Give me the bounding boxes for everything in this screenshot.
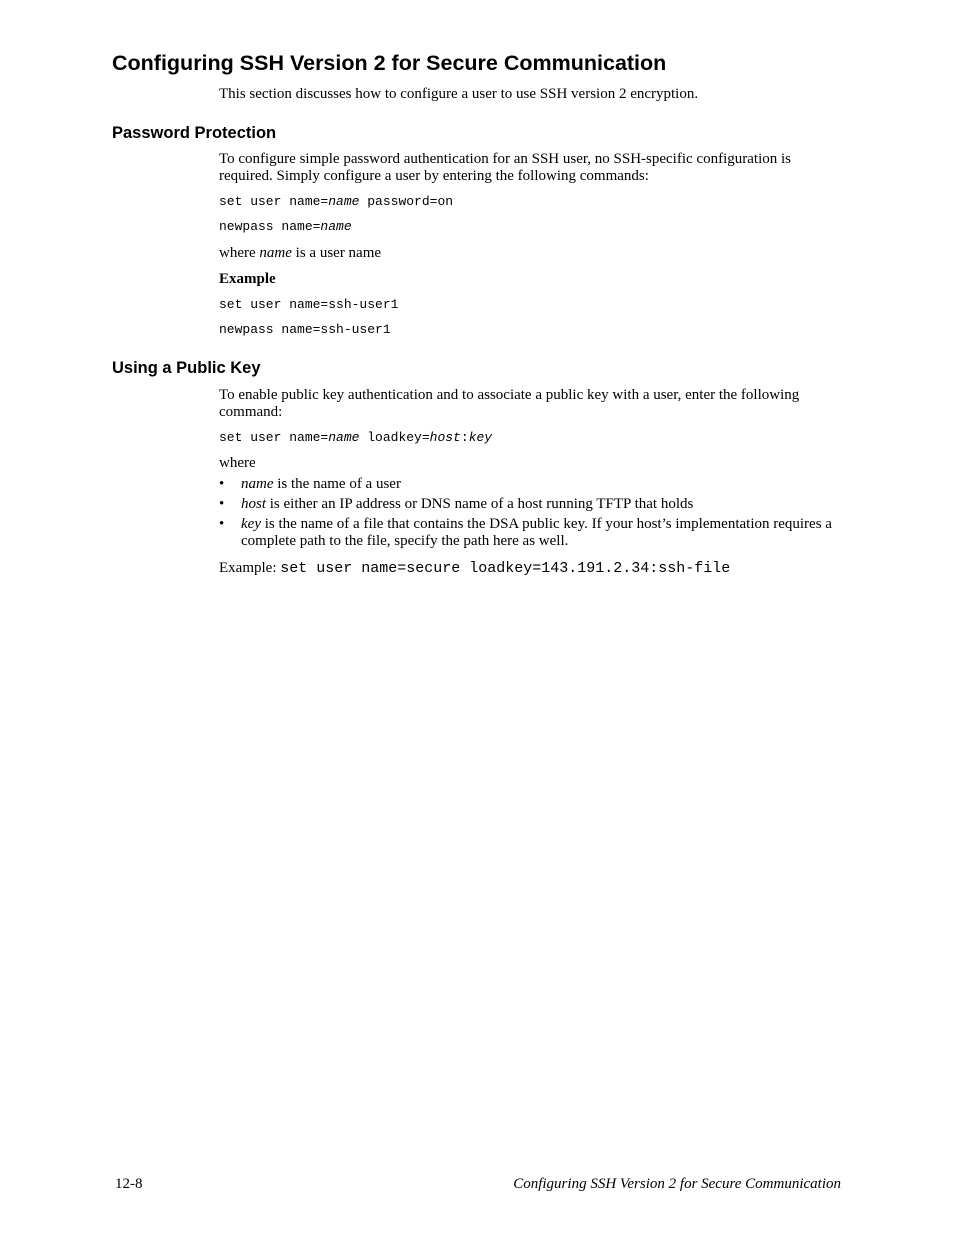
- command-text: password=on: [359, 194, 454, 209]
- bullet-symbol: •: [219, 516, 225, 532]
- page-title: Configuring SSH Version 2 for Secure Communication: [112, 51, 667, 75]
- example-prefix: Example:: [219, 560, 281, 576]
- example-command-newpass: newpass name=ssh-user1: [219, 322, 391, 337]
- bullet-item-host: [219, 496, 844, 513]
- command-newpass: [219, 218, 352, 235]
- section-heading-public-key: Using a Public Key: [112, 359, 261, 377]
- where-label: where: [219, 455, 256, 471]
- command-argument: host: [429, 430, 461, 445]
- text: is a user name: [291, 245, 382, 261]
- text: where: [219, 245, 260, 261]
- loadkey-example: [219, 560, 844, 577]
- text: is either an IP address or DNS name of a host running TFTP that holds: [266, 496, 694, 512]
- publickey-body-paragraph: To enable public key authentication and to associate a public key with a user, enter the following command:: [219, 387, 800, 420]
- term: name: [259, 245, 292, 261]
- bullet-symbol: •: [219, 476, 225, 492]
- command-text: newpass name=: [219, 219, 321, 234]
- command-text: set user name=: [219, 194, 329, 209]
- text: is the name of a file that contains the DSA public key. If your host’s implementation requires a complete path to the file, specify the path here as well.: [241, 516, 832, 549]
- command-argument: name: [328, 194, 360, 209]
- intro-paragraph: This section discusses how to configure a user to use SSH version 2 encryption.: [219, 86, 699, 102]
- bullet-item-key: [219, 516, 844, 550]
- example-command-set-user: set user name=ssh-user1: [219, 297, 399, 312]
- term: name: [241, 476, 274, 492]
- command-text: :: [460, 430, 469, 445]
- term: key: [241, 516, 261, 532]
- where-name-explanation: [219, 245, 844, 262]
- bullet-symbol: •: [219, 496, 225, 512]
- password-body-paragraph: To configure simple password authentication for an SSH user, no SSH-specific configuration is required. Simply configure a user by entering the following commands:: [219, 151, 791, 184]
- page-number: 12-8: [115, 1176, 143, 1192]
- running-footer-title: Configuring SSH Version 2 for Secure Communication: [513, 1176, 841, 1192]
- command-set-user-password: [219, 193, 453, 210]
- text: is the name of a user: [273, 476, 401, 492]
- section-heading-password-protection: Password Protection: [112, 124, 277, 142]
- example-label: Example: [219, 271, 276, 287]
- command-text: set user name=: [219, 430, 329, 445]
- command-argument: key: [468, 430, 493, 445]
- example-command: set user name=secure loadkey=143.191.2.34:ssh-file: [280, 560, 731, 577]
- command-argument: name: [320, 219, 352, 234]
- command-argument: name: [328, 430, 360, 445]
- bullet-item-name: [219, 476, 844, 493]
- command-set-user-loadkey: [219, 429, 492, 446]
- term: host: [241, 496, 267, 512]
- command-text: loadkey=: [359, 430, 430, 445]
